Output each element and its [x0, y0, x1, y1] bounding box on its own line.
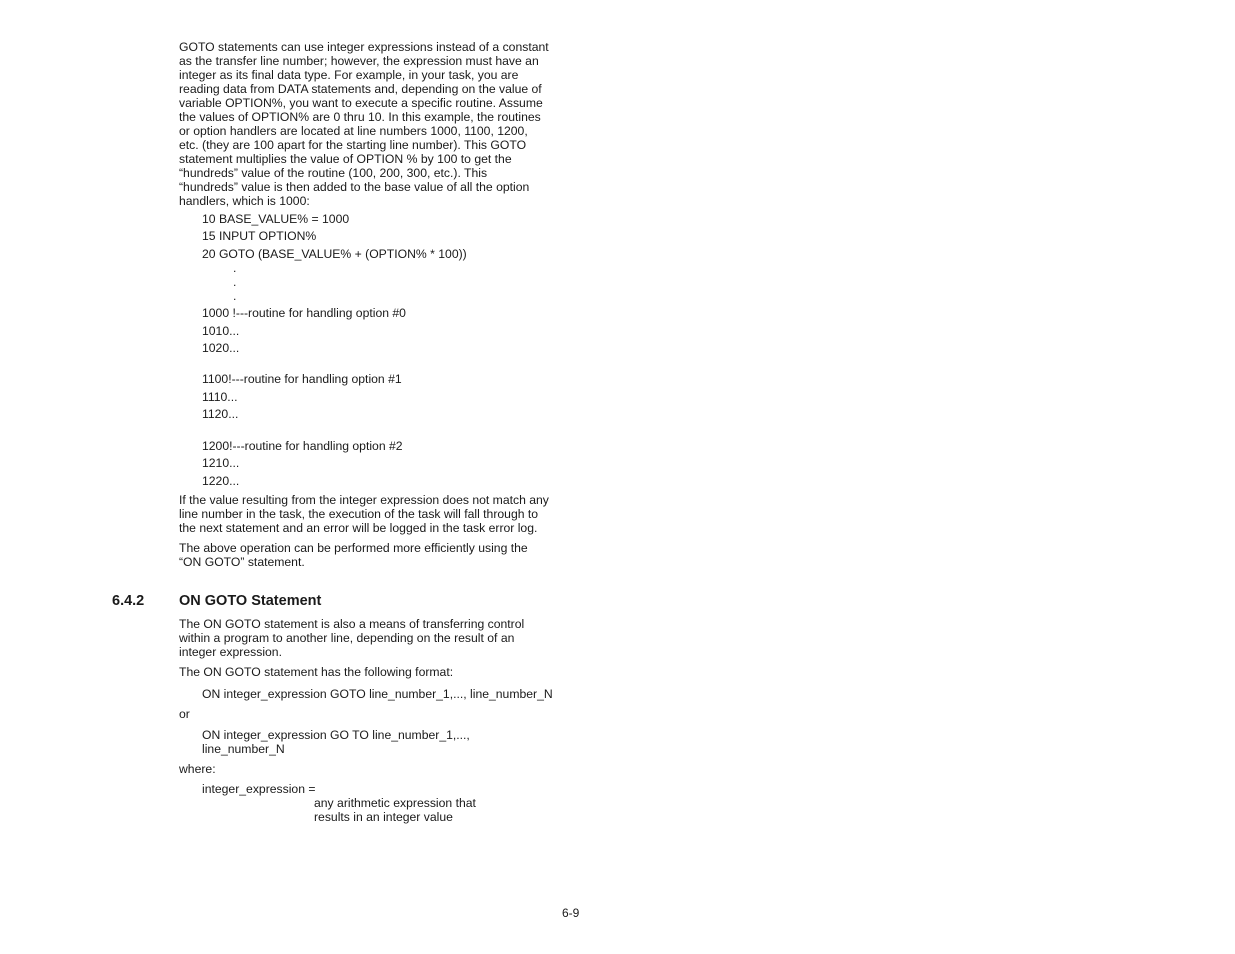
ongoto-description — [179, 617, 569, 659]
code-line: 20 GOTO (BASE_VALUE% + (OPTION% * 100)) — [202, 247, 467, 261]
definition-description — [314, 796, 554, 824]
text-line: line_number_N — [202, 742, 285, 756]
section-number: 6.4.2 — [112, 593, 145, 609]
or-text: or — [179, 707, 190, 721]
code-line: 1010... — [202, 324, 240, 338]
efficiency-paragraph — [179, 541, 569, 569]
format-syntax-2 — [202, 728, 592, 756]
text-line: within a program to another line, depending on the result of an — [179, 631, 515, 645]
text-line: any arithmetic expression that — [314, 796, 476, 810]
code-line: 10 BASE_VALUE% = 1000 — [202, 212, 350, 226]
code-line: 1210... — [202, 456, 240, 470]
text-line: integer expression. — [179, 645, 282, 659]
text-line: variable OPTION%, you want to execute a specific routine. Assume — [179, 96, 543, 110]
text-line: If the value resulting from the integer expression does not match any — [179, 493, 549, 507]
code-line: 1020... — [202, 341, 240, 355]
text-line: etc. (they are 100 apart for the starting line number). This GOTO — [179, 138, 527, 152]
text-line: statement multiplies the value of OPTION % by 100 to get the — [179, 152, 512, 166]
code-line: 1000 !---routine for handling option #0 — [202, 306, 406, 320]
text-line: reading data from DATA statements and, depending on the value of — [179, 82, 542, 96]
text-line: integer as its final data type. For example, in your task, you are — [179, 68, 519, 82]
page-number: 6-9 — [562, 906, 580, 920]
text-line: as the transfer line number; however, the expression must have an — [179, 54, 539, 68]
text-line: “hundreds” value of the routine (100, 200, 300, etc.). This — [179, 166, 488, 180]
ellipsis-dot: . — [233, 289, 237, 303]
code-line: 1220... — [202, 474, 240, 488]
code-line: 1120... — [202, 407, 239, 421]
definition-term: integer_expression = — [202, 782, 316, 796]
code-line: 1110... — [202, 390, 238, 404]
text-line: handlers, which is 1000: — [179, 194, 310, 208]
text-line: line number in the task, the execution of the task will fall through to — [179, 507, 539, 521]
text-line: “ON GOTO” statement. — [179, 555, 305, 569]
intro-paragraph — [179, 40, 569, 208]
text-line: or option handlers are located at line numbers 1000, 1100, 1200, — [179, 124, 528, 138]
mismatch-paragraph — [179, 493, 569, 535]
text-line: The above operation can be performed more efficiently using the — [179, 541, 528, 555]
text-line: “hundreds” value is then added to the base value of all the option — [179, 180, 530, 194]
text-line: the values of OPTION% are 0 thru 10. In this example, the routines — [179, 110, 541, 124]
code-line: 15 INPUT OPTION% — [202, 229, 317, 243]
where-text: where: — [179, 762, 216, 776]
text-line: The ON GOTO statement is also a means of transferring control — [179, 617, 525, 631]
text-line: GOTO statements can use integer expressions instead of a constant — [179, 40, 549, 54]
code-line: 1200!---routine for handling option #2 — [202, 439, 403, 453]
code-line: 1100!---routine for handling option #1 — [202, 372, 402, 386]
ellipsis-dot: . — [233, 275, 237, 289]
text-line: the next statement and an error will be logged in the task error log. — [179, 521, 538, 535]
ellipsis-dot: . — [233, 261, 237, 275]
format-intro: The ON GOTO statement has the following format: — [179, 665, 454, 679]
text-line: results in an integer value — [314, 810, 453, 824]
text-line: ON integer_expression GO TO line_number_1,..., — [202, 728, 470, 742]
format-syntax-1: ON integer_expression GOTO line_number_1,..., line_number_N — [202, 687, 553, 701]
section-title: ON GOTO Statement — [179, 593, 322, 609]
